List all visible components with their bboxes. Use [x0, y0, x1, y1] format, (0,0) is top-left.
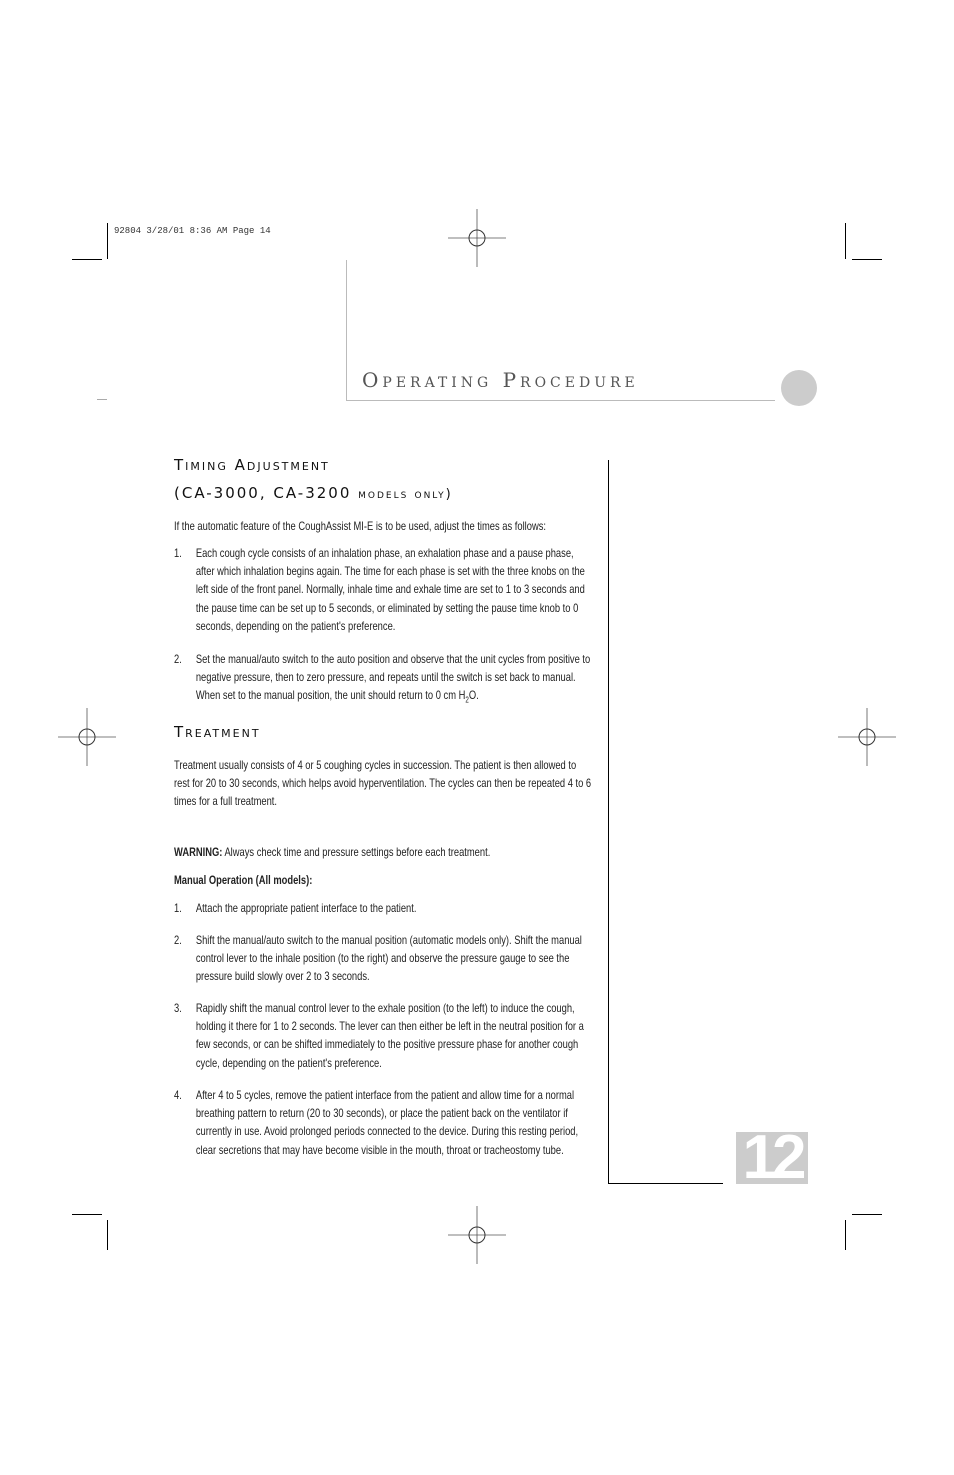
registration-mark-icon [448, 209, 506, 267]
chapter-number: 12 [736, 1132, 808, 1184]
warning-text: Always check time and pressure settings before each treatment. [222, 845, 491, 859]
header-rule [346, 400, 775, 401]
subscript: 2 [465, 695, 469, 705]
heading-models [174, 484, 453, 502]
item-number: 1. [174, 546, 182, 560]
item-number: 4. [174, 1088, 182, 1102]
item-text: Rapidly shift the manual control lever to the exhale position (to the left) to induce the cough, holding it there for 1 to 2 seconds. The lever can then either be left in the neutral position for a few seconds, or can be shifted immediately to the positive pressure phase for another cough cycle, depending on the patient's preference. [195, 1001, 584, 1070]
manual-item-2 [174, 931, 594, 986]
registration-mark-icon [448, 1206, 506, 1264]
timing-item-1 [174, 544, 594, 635]
manual-item-3 [174, 999, 594, 1072]
crop-mark [852, 1214, 882, 1215]
item-number: 3. [174, 1001, 182, 1015]
item-text: After 4 to 5 cycles, remove the patient interface from the patient and allow time for a normal breathing pattern to return (20 to 30 seconds), or place the patient back on the ventilator if currently in use. Avoid prolonged periods connected to the device. During this resting period, clear secretions that may have become visible in the mouth, throat or tracheostomy tube. [195, 1088, 579, 1157]
crop-mark [845, 1220, 846, 1250]
warning [174, 843, 594, 861]
item-number: 2. [174, 933, 182, 947]
item-text-tail: O. [468, 688, 479, 703]
crop-mark [845, 223, 846, 259]
item-text [196, 650, 594, 710]
section-tab-circle [781, 370, 817, 406]
print-slug: 92804 3/28/01 8:36 AM Page 14 [114, 226, 271, 236]
manual-item-4 [174, 1086, 594, 1159]
section-title: Operating Procedure [362, 368, 639, 392]
item-text: Each cough cycle consists of an inhalation phase, an exhalation phase and a pause phase, after which inhalation begins again. The time for each phase is set with the three knobs on the left side of the front panel. Normally, inhale time and exhale time are set to 1 to 3 seconds and the pause time can be set up to 5 seconds, or eliminated by setting the pause time knob to 0 seconds, depending on the patient's preference. [195, 546, 585, 633]
tick-mark [97, 399, 107, 400]
heading-models-main: (CA-3000, CA-3200 [174, 484, 352, 502]
registration-mark-icon [58, 708, 116, 766]
crop-mark [72, 1214, 102, 1215]
item-text: Attach the appropriate patient interface to the patient. [195, 901, 417, 915]
item-number: 2. [174, 652, 182, 666]
timing-intro: If the automatic feature of the CoughAssist MI-E is to be used, adjust the times as follows: [174, 519, 546, 533]
registration-mark-icon [838, 708, 896, 766]
column-rule-horizontal [608, 1183, 723, 1184]
heading-models-small: models only) [358, 487, 453, 502]
item-number: 1. [174, 901, 182, 915]
item-text: Shift the manual/auto switch to the manual position (automatic models only). Shift the manual control lever to the inhale position (to the right) and observe the pressure gauge to see the pressure build slowly over 2 to 3 seconds. [195, 933, 582, 984]
column-rule-vertical [608, 460, 609, 1184]
crop-mark [107, 223, 108, 259]
manual-operation-heading: Manual Operation (All models): [174, 873, 313, 887]
crop-mark [852, 259, 882, 260]
treatment-paragraph: Treatment usually consists of 4 or 5 coughing cycles in succession. The patient is then allowed to rest for 20 to 30 seconds, which helps avoid hyperventilation. The cycles can then be repeated 4 to 6 times for a full treatment. [174, 758, 592, 809]
heading-treatment: Treatment [174, 723, 261, 741]
header-rule-vertical [346, 260, 347, 401]
item-text-main: Set the manual/auto switch to the auto position and observe that the unit cycles from positive to negative pressure, then to zero pressure, and repeats until the switch is set back to manual. When set to the manual position, the unit should return to 0 cm H [195, 652, 591, 703]
heading-timing-adjustment: Timing Adjustment [174, 456, 330, 474]
crop-mark [107, 1220, 108, 1250]
timing-item-2 [174, 650, 594, 710]
warning-label: WARNING: [174, 845, 223, 859]
manual-item-1 [174, 899, 594, 917]
crop-mark [72, 259, 102, 260]
